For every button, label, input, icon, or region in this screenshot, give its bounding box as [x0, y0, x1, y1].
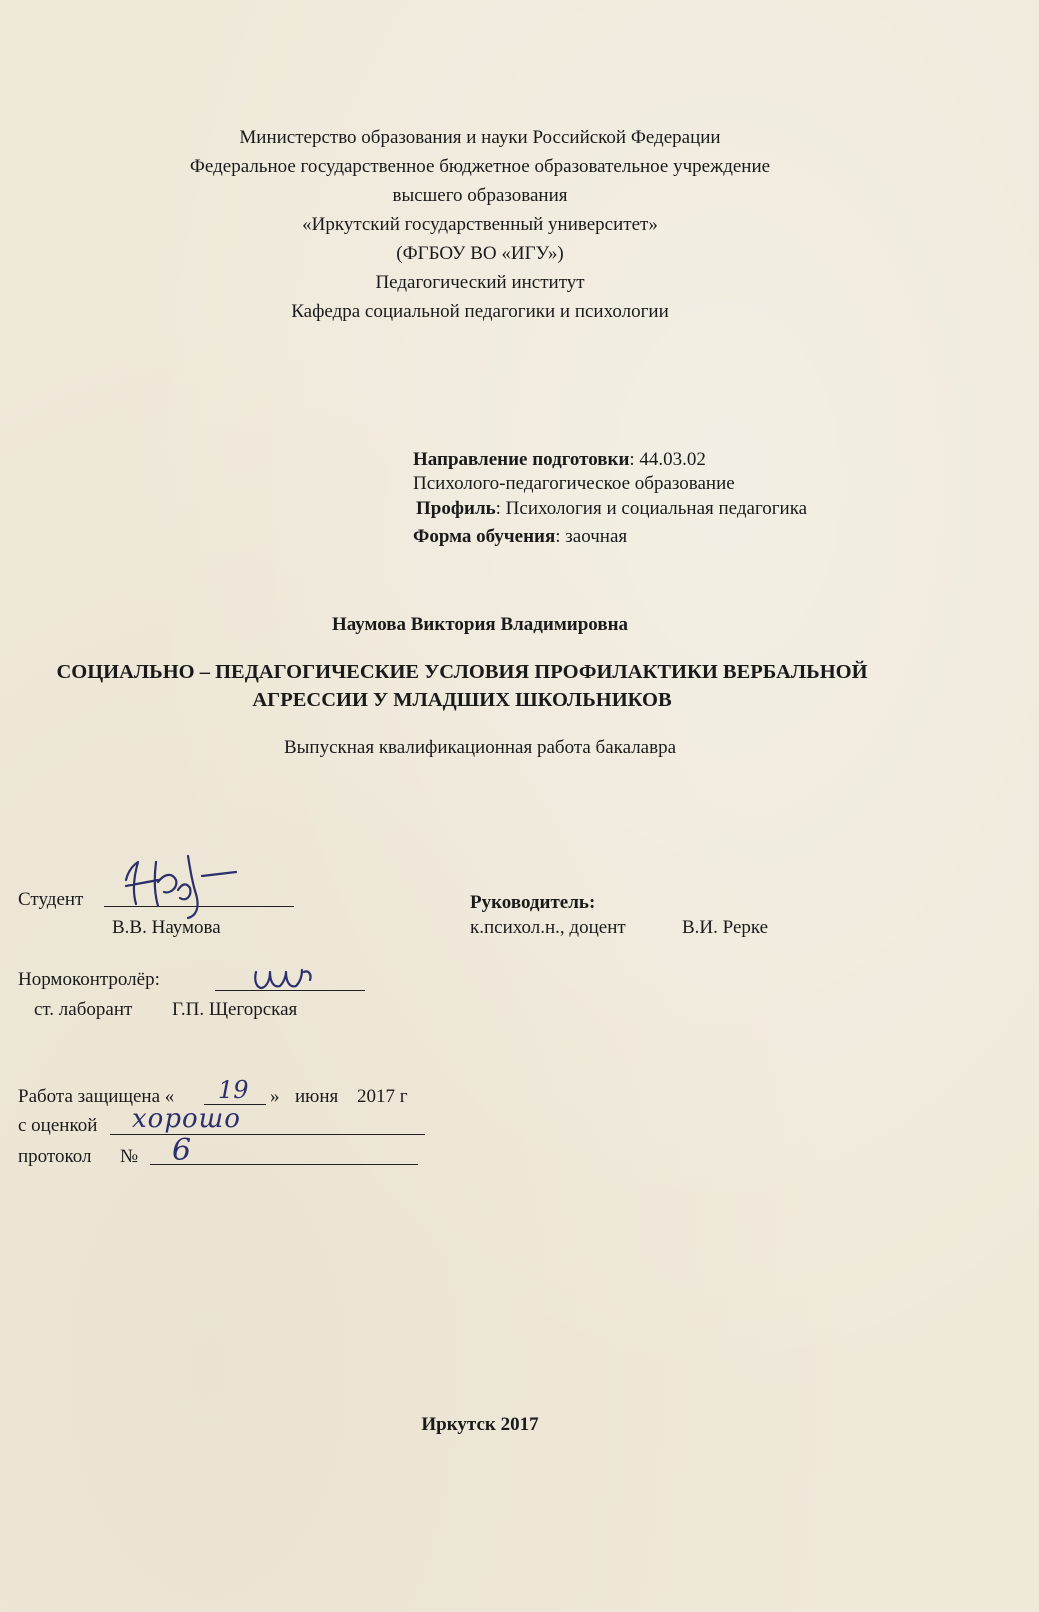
study-form-line [413, 527, 627, 546]
defense-day: 19 [218, 1076, 249, 1104]
normcontrol-position: ст. лаборант [34, 999, 133, 1020]
city-year: Иркутск 2017 [421, 1414, 539, 1435]
normcontrol-name: Г.П. Щегорская [172, 999, 298, 1020]
defense-month: июня [295, 1086, 339, 1107]
direction-value: : 44.03.02 [629, 449, 706, 470]
protocol-label: протокол [18, 1146, 92, 1167]
grade-value: хорошо [132, 1104, 241, 1134]
thesis-title-line-2: АГРЕССИИ У МЛАДШИХ ШКОЛЬНИКОВ [252, 689, 672, 711]
study-form-label: Форма обучения [413, 526, 556, 547]
normcontrol-signature [250, 960, 320, 1000]
student-name: В.В. Наумова [112, 917, 221, 938]
education-level: высшего образования [392, 185, 568, 206]
normcontrol-label: Нормоконтролёр: [18, 969, 160, 990]
defended-prefix: Работа защищена « [18, 1086, 175, 1107]
defense-year: 2017 г [357, 1086, 408, 1107]
study-form-value: : заочная [555, 526, 628, 547]
work-type: Выпускная квалификационная работа бакалавра [283, 737, 677, 758]
number-sign: № [120, 1146, 139, 1167]
grade-line [110, 1134, 425, 1135]
department-name: Кафедра социальной педагогики и психологии [291, 301, 669, 322]
ministry-name: Министерство образования и науки Российской Федерации [239, 127, 721, 148]
institute-name: Педагогический институт [375, 272, 585, 293]
student-signature [118, 842, 248, 922]
author-name: Наумова Виктория Владимировна [331, 614, 629, 635]
direction-label: Направление подготовки [413, 449, 630, 470]
student-label: Студент [18, 889, 84, 910]
institution-type: Федеральное государственное бюджетное образовательное учреждение [189, 156, 771, 177]
direction-line [413, 450, 706, 469]
protocol-number: 6 [172, 1133, 192, 1168]
supervisor-title: к.психол.н., доцент [470, 917, 626, 938]
profile-value: : Психология и социальная педагогика [495, 498, 808, 519]
grade-label: с оценкой [18, 1115, 98, 1136]
university-name: «Иркутский государственный университет» [302, 214, 658, 235]
university-abbreviation: (ФГБОУ ВО «ИГУ») [396, 243, 564, 264]
defended-suffix: » [270, 1086, 280, 1107]
profile-line [416, 499, 807, 518]
supervisor-label: Руководитель: [470, 892, 596, 913]
direction-name: Психолого-педагогическое образование [413, 473, 735, 494]
thesis-title-line-1: СОЦИАЛЬНО – ПЕДАГОГИЧЕСКИЕ УСЛОВИЯ ПРОФИЛАКТИКИ ВЕРБАЛЬНОЙ [56, 661, 868, 683]
supervisor-name: В.И. Рерке [682, 917, 769, 938]
profile-label: Профиль [416, 498, 496, 519]
